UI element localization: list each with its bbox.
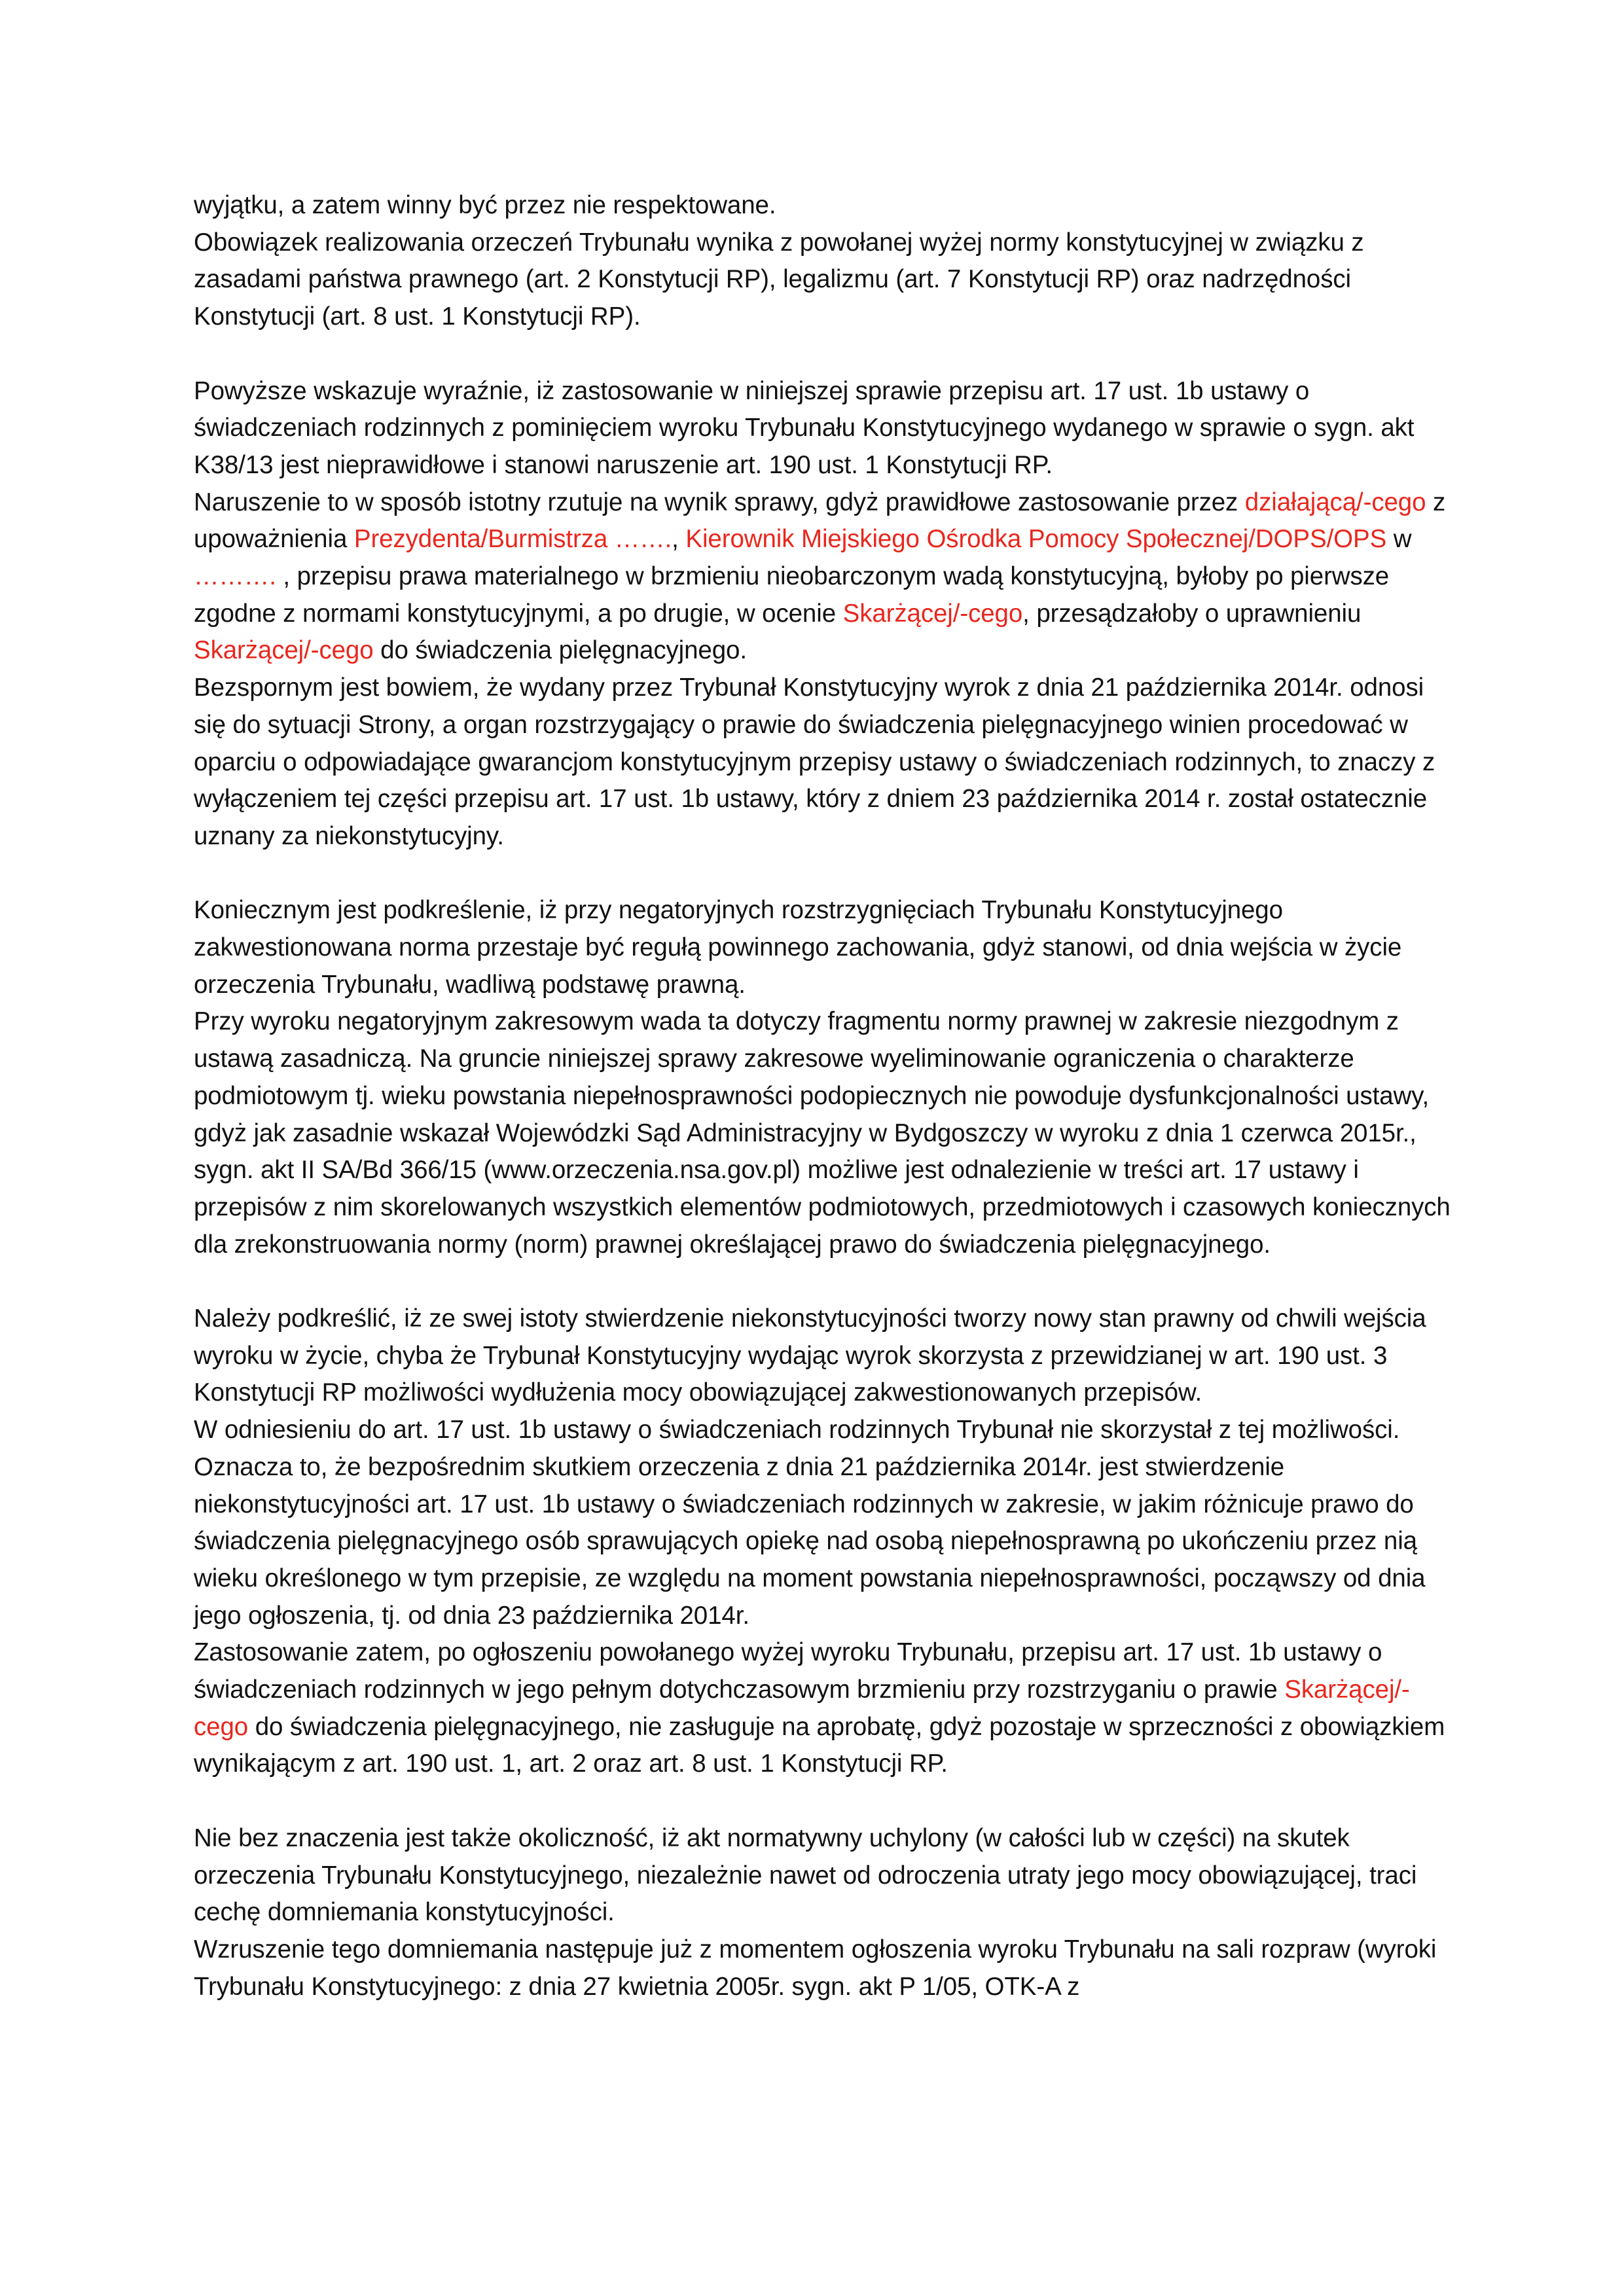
paragraph	[194, 1003, 1451, 1263]
paragraph	[194, 1820, 1451, 1931]
text-run: Bezspornym jest bowiem, że wydany przez Trybunał Konstytucyjny wyrok z dnia 21 października 2014r. odnosi się do sytuacji Strony, a organ rozstrzygający o prawie do świadczenia pielęgnacyjnego winien procedować w oparciu o odpowiadające gwarancjom konstytucyjnym przepisy ustawy o świadczeniach rodzinnych, to znaczy z wyłączeniem tej części przepisu art. 17 ust. 1b ustawy, który z dniem 23 października 2014 r. został ostatecznie uznany za niekonstytucyjny.	[194, 673, 1435, 850]
paragraph	[194, 373, 1451, 484]
paragraph-group	[194, 187, 1451, 336]
text-run: w	[1386, 525, 1412, 554]
text-run: Nie bez znaczenia jest także okoliczność, iż akt normatywny uchylony (w całości lub w części) na skutek orzeczenia Trybunału Konstytucyjnego, niezależnie nawet od odroczenia utraty jego mocy obowiązującej, traci cechę domniemania konstytucyjności.	[194, 1823, 1417, 1927]
text-run: Przy wyroku negatoryjnym zakresowym wada ta dotyczy fragmentu normy prawnej w zakresie niezgodnym z ustawą zasadniczą. Na gruncie niniejszej sprawy zakresowe wyeliminowanie ograniczenia o charakterze podmiotowym tj. wieku powstania niepełnosprawności podopiecznych nie powoduje dysfunkcjonalności ustawy, gdyż jak zasadnie wskazał Wojewódzki Sąd Administracyjny w Bydgoszczy w wyroku z dnia 1 czerwca 2015r., sygn. akt II SA/Bd 366/15 (www.orzeczenia.nsa.gov.pl) możliwe jest odnalezienie w treści art. 17 ustawy i przepisów z nim skorelowanych wszystkich elementów podmiotowych, przedmiotowych i czasowych koniecznych dla zrekonstruowania normy (norm) prawnej określającej prawo do świadczenia pielęgnacyjnego.	[194, 1007, 1451, 1259]
text-run: , przepisu prawa materialnego w brzmieniu nieobarczonym wadą konstytucyjną, byłoby po pierwsze zgodne z normami konstytucyjnymi, a po drugie, w ocenie	[194, 562, 1390, 628]
paragraph	[194, 1412, 1451, 1634]
text-run: Koniecznym jest podkreślenie, iż przy negatoryjnych rozstrzygnięciach Trybunału Konstytucyjnego zakwestionowana norma przestaje być regułą powinnego zachowania, gdyż stanowi, od dnia wejścia w życie orzeczenia Trybunału, wadliwą podstawę prawną.	[194, 896, 1402, 999]
text-run: do świadczenia pielęgnacyjnego.	[373, 636, 747, 665]
text-run: , przesądzałoby o uprawnieniu	[1022, 599, 1362, 628]
paragraph-group	[194, 373, 1451, 855]
placeholder-text: Skarżącej/-cego	[194, 636, 374, 665]
paragraph-group	[194, 1820, 1451, 2006]
paragraph	[194, 670, 1451, 855]
paragraph-group	[194, 892, 1451, 1263]
placeholder-text: Prezydenta/Burmistrza …….	[353, 525, 672, 554]
placeholder-text: Skarżącej/-cego	[842, 599, 1023, 628]
placeholder-text: Kierownik Miejskiego Ośrodka Pomocy Społecznej/DOPS/OPS	[685, 525, 1387, 554]
text-run: Powyższe wskazuje wyraźnie, iż zastosowanie w niniejszej sprawie przepisu art. 17 ust. 1b ustawy o świadczeniach rodzinnych z pominięciem wyroku Trybunału Konstytucyjnego wydanego w sprawie o sygn. akt K38/13 jest nieprawidłowe i stanowi naruszenie art. 190 ust. 1 Konstytucji RP.	[194, 376, 1415, 479]
paragraph	[194, 224, 1451, 336]
document-body	[194, 187, 1451, 2005]
text-run: Zastosowanie zatem, po ogłoszeniu powołanego wyżej wyroku Trybunału, przepisu art. 17 ust. 1b ustawy o świadczeniach rodzinnych w jego pełnym dotychczasowym brzmieniu przy rozstrzyganiu o prawie	[194, 1638, 1382, 1704]
paragraph	[194, 1931, 1451, 2005]
text-run: wyjątku, a zatem winny być przez nie respektowane.	[194, 191, 776, 219]
text-run: ,	[672, 525, 686, 554]
paragraph	[194, 187, 1451, 224]
paragraph	[194, 1634, 1451, 1783]
text-run: Wzruszenie tego domniemania następuje już z momentem ogłoszenia wyroku Trybunału na sali rozpraw (wyroki Trybunału Konstytucyjnego: z dnia 27 kwietnia 2005r. sygn. akt P 1/05, OTK-A z	[194, 1935, 1437, 2001]
paragraph-group	[194, 1300, 1451, 1783]
text-run: Naruszenie to w sposób istotny rzutuje na wynik sprawy, gdyż prawidłowe zastosowanie przez	[194, 488, 1245, 516]
placeholder-text: działającą/-cego	[1244, 488, 1426, 516]
paragraph	[194, 484, 1451, 670]
text-run: do świadczenia pielęgnacyjnego, nie zasługuje na aprobatę, gdyż pozostaje w sprzeczności z obowiązkiem wynikającym z art. 190 ust. 1, art. 2 oraz art. 8 ust. 1 Konstytucji RP.	[194, 1712, 1445, 1778]
text-run: Należy podkreślić, iż ze swej istoty stwierdzenie niekonstytucyjności tworzy nowy stan prawny od chwili wejścia wyroku w życie, chyba że Trybunał Konstytucyjny wydając wyrok skorzysta z przewidzianej w art. 190 ust. 3 Konstytucji RP możliwości wydłużenia mocy obowiązującej zakwestionowanych przepisów.	[194, 1304, 1426, 1407]
placeholder-text: Skarżącej/-cego	[194, 1676, 1410, 1741]
paragraph	[194, 892, 1451, 1003]
text-run: Obowiązek realizowania orzeczeń Trybunału wynika z powołanej wyżej normy konstytucyjnej w związku z zasadami państwa prawnego (art. 2 Konstytucji RP), legalizmu (art. 7 Konstytucji RP) oraz nadrzędności Konstytucji (art. 8 ust. 1 Konstytucji RP).	[194, 228, 1364, 331]
text-run: W odniesieniu do art. 17 ust. 1b ustawy o świadczeniach rodzinnych Trybunał nie skorzystał z tej możliwości. Oznacza to, że bezpośrednim skutkiem orzeczenia z dnia 21 października 2014r. jest stwierdzenie niekonstytucyjności art. 17 ust. 1b ustawy o świadczeniach rodzinnych w zakresie, w jakim różnicuje prawo do świadczenia pielęgnacyjnego osób sprawujących opiekę nad osobą niepełnosprawną po ukończeniu przez nią wieku określonego w tym przepisie, ze względu na moment powstania niepełnosprawności, począwszy od dnia jego ogłoszenia, tj. od dnia 23 października 2014r.	[194, 1416, 1426, 1630]
text-run: z upoważnienia	[194, 488, 1446, 554]
placeholder-text: ……….	[194, 562, 276, 591]
paragraph	[194, 1300, 1451, 1412]
